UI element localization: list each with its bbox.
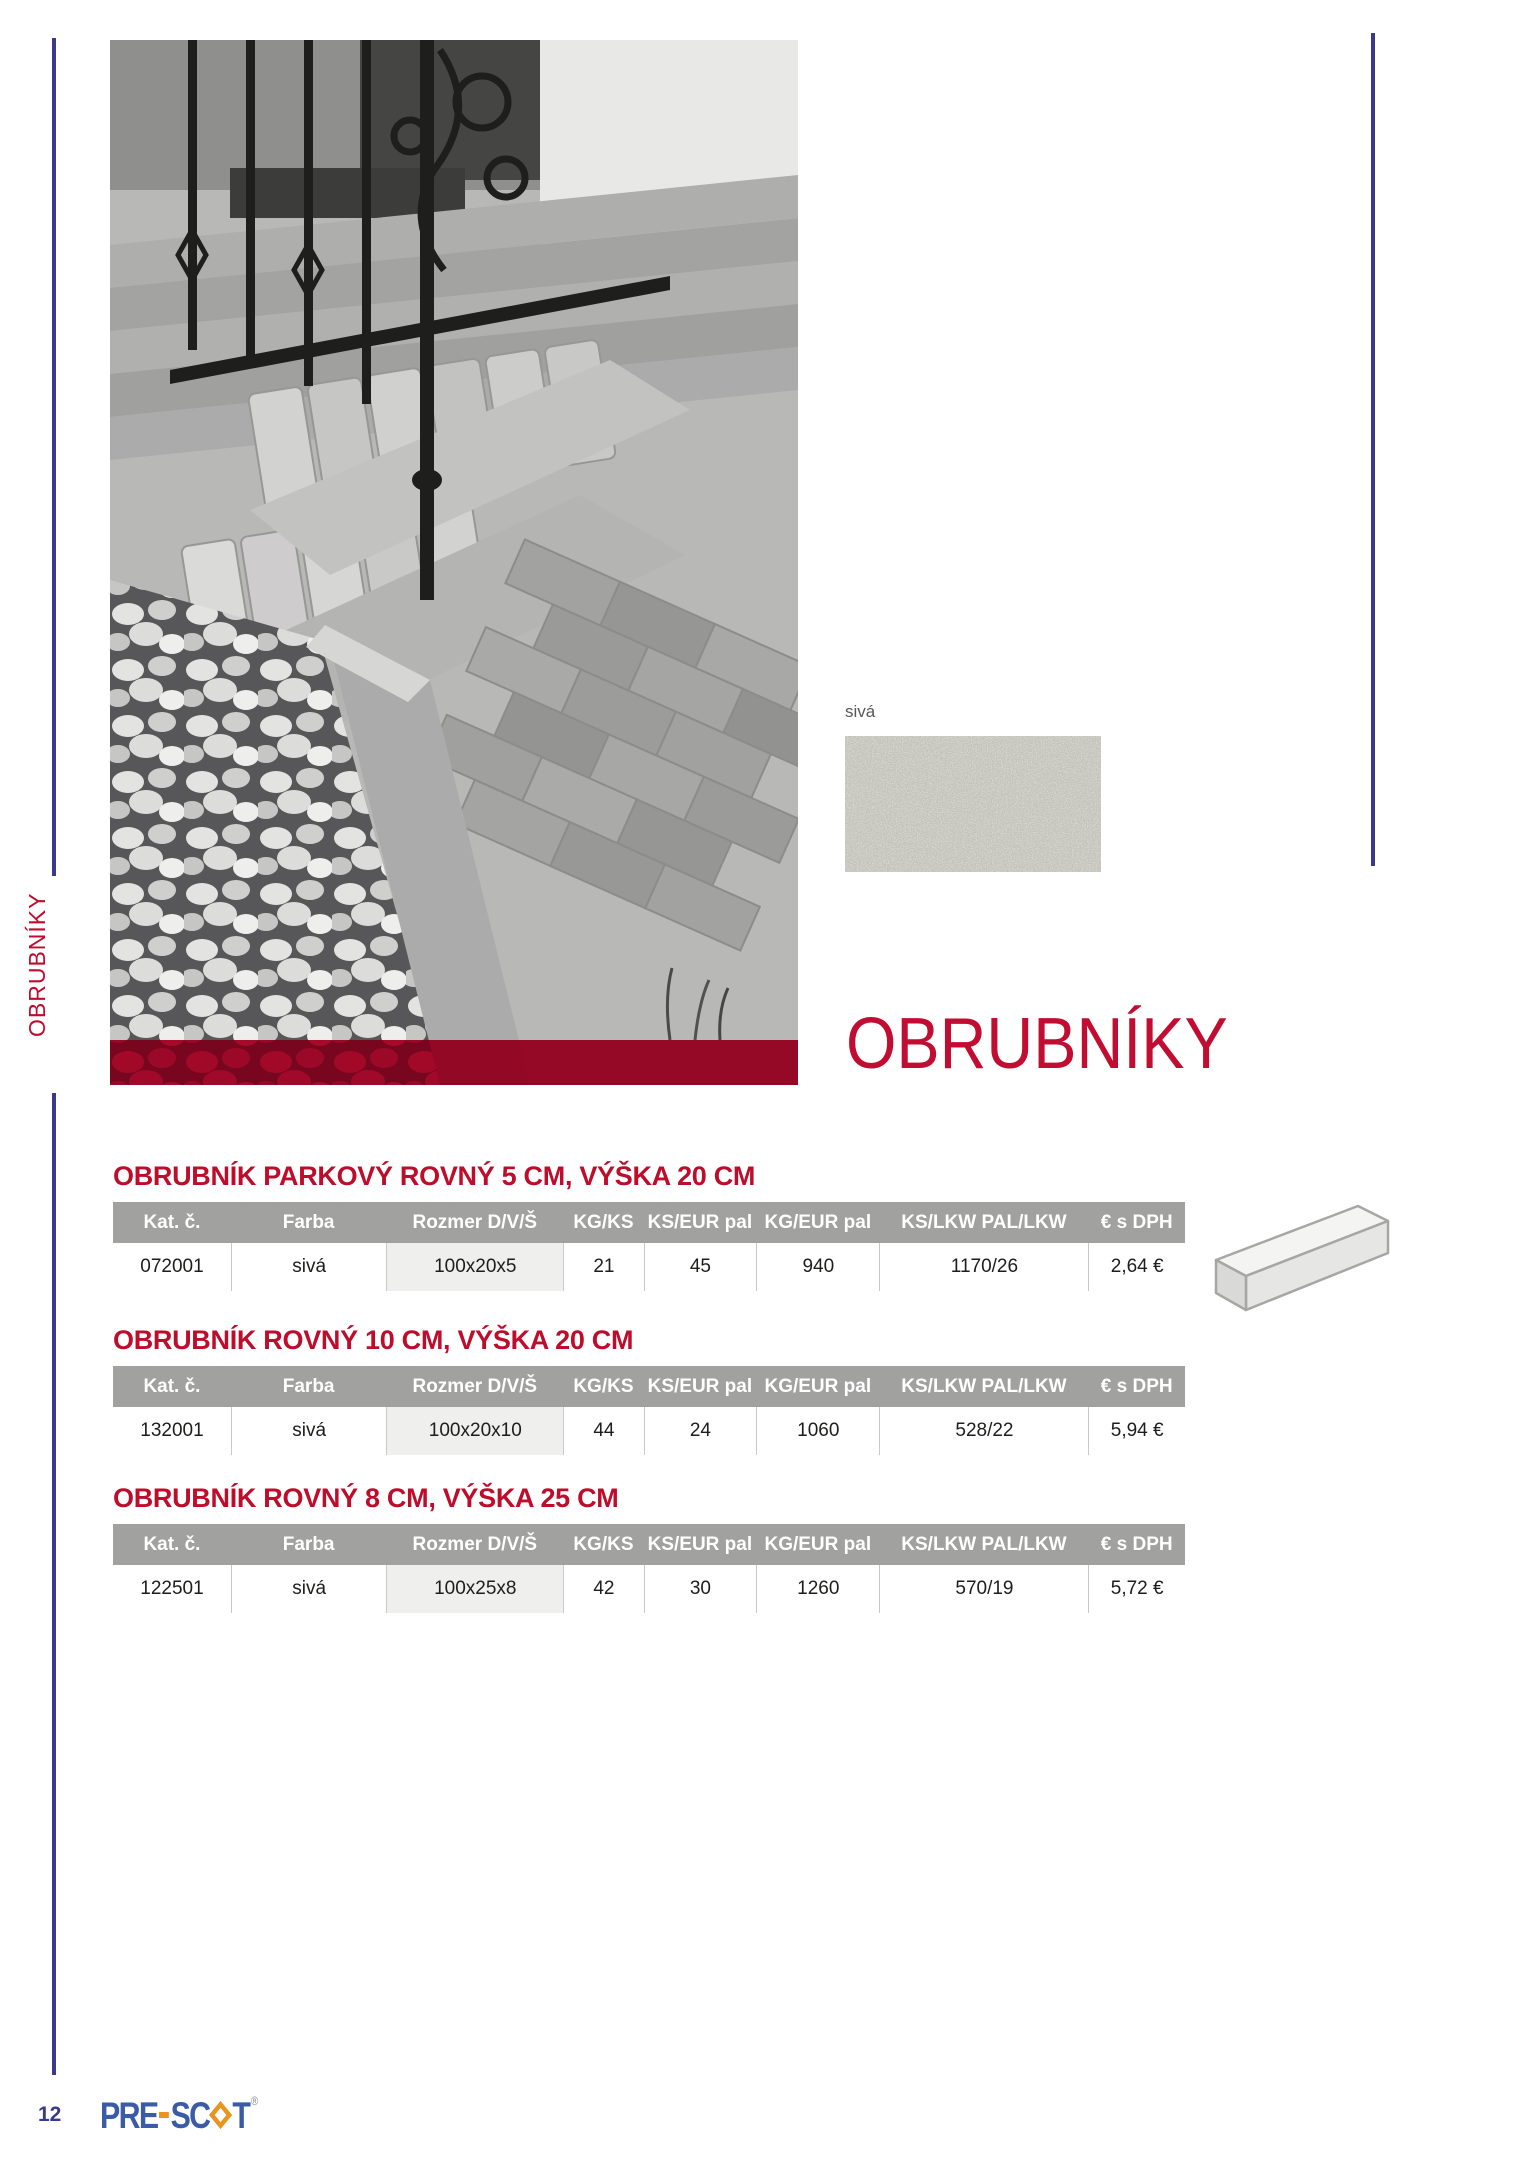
- table-cell: 44: [563, 1407, 643, 1455]
- right-rule: [1371, 33, 1375, 866]
- product-section: [113, 1482, 1185, 1613]
- curb-illustration: [1208, 1198, 1403, 1333]
- table-cell: 100x20x5: [386, 1243, 563, 1291]
- column-header: Kat. č.: [143, 1375, 201, 1397]
- table-cell: 1260: [756, 1565, 879, 1613]
- column-header: Farba: [282, 1211, 335, 1233]
- table-cell: 5,72 €: [1088, 1565, 1184, 1613]
- table-row: [113, 1243, 1185, 1291]
- hero-photo-graphic: [110, 40, 798, 1085]
- table-header-row: [113, 1366, 1185, 1407]
- table-cell: sivá: [231, 1565, 386, 1613]
- column-header: Farba: [282, 1375, 335, 1397]
- table-cell: 100x25x8: [386, 1565, 563, 1613]
- table-cell: 122501: [140, 1578, 204, 1599]
- logo-text-pre: PRE: [100, 2094, 158, 2136]
- logo-text-t: T: [232, 2094, 250, 2136]
- table-cell: 1060: [756, 1407, 879, 1455]
- prescot-logo: [100, 2094, 258, 2136]
- hero-photo: [110, 40, 798, 1085]
- table-header-row: [113, 1202, 1185, 1243]
- table-cell: 570/19: [879, 1565, 1088, 1613]
- column-header: Rozmer D/V/Š: [412, 1375, 538, 1397]
- column-header: KS/EUR pal: [647, 1375, 753, 1397]
- product-section: [113, 1324, 1185, 1455]
- column-header: KS/EUR pal: [647, 1211, 753, 1233]
- table-cell: 30: [644, 1565, 757, 1613]
- swatch-label: sivá: [845, 702, 876, 721]
- column-header: KS/LKW PAL/LKW: [901, 1211, 1067, 1233]
- section-heading: OBRUBNÍK PARKOVÝ ROVNÝ 5 CM, VÝŠKA 20 CM: [113, 1161, 756, 1191]
- column-header: Kat. č.: [143, 1211, 201, 1233]
- sidebar-vertical-label: OBRUBNÍKY: [24, 892, 50, 1038]
- table-header-row: [113, 1524, 1185, 1565]
- page-number: 12: [38, 2103, 62, 2126]
- product-table: [113, 1366, 1185, 1455]
- product-table: [113, 1524, 1185, 1613]
- table-cell: 2,64 €: [1088, 1243, 1184, 1291]
- table-row: [113, 1407, 1185, 1455]
- table-cell: 24: [644, 1407, 757, 1455]
- granite-texture: [845, 736, 1101, 872]
- logo-diamond-icon: [209, 2101, 232, 2129]
- table-cell: 072001: [140, 1256, 204, 1277]
- color-swatch-siva: [845, 736, 1101, 872]
- column-header: Rozmer D/V/Š: [412, 1533, 538, 1555]
- table-cell: sivá: [231, 1243, 386, 1291]
- table-cell: 100x20x10: [386, 1407, 563, 1455]
- product-table: [113, 1202, 1185, 1291]
- column-header: Kat. č.: [143, 1533, 201, 1555]
- column-header: Farba: [282, 1533, 335, 1555]
- table-cell: 42: [563, 1565, 643, 1613]
- table-cell: sivá: [231, 1407, 386, 1455]
- table-cell: 45: [644, 1243, 757, 1291]
- column-header: KS/LKW PAL/LKW: [901, 1375, 1067, 1397]
- table-cell: 528/22: [879, 1407, 1088, 1455]
- column-header: KS/LKW PAL/LKW: [901, 1533, 1067, 1555]
- table-cell: 132001: [140, 1420, 204, 1441]
- logo-dash-icon: [159, 2112, 169, 2118]
- column-header: KG/EUR pal: [764, 1211, 872, 1233]
- table-cell: 1170/26: [879, 1243, 1088, 1291]
- column-header: € s DPH: [1100, 1211, 1173, 1233]
- column-header: KG/KS: [573, 1211, 634, 1233]
- column-header: Rozmer D/V/Š: [412, 1211, 538, 1233]
- left-rule-top: [52, 38, 56, 876]
- section-heading: OBRUBNÍK ROVNÝ 8 CM, VÝŠKA 25 CM: [113, 1483, 619, 1513]
- column-header: KG/KS: [573, 1375, 634, 1397]
- product-section: [113, 1160, 1185, 1291]
- left-rule-bottom: [52, 1093, 56, 2075]
- column-header: KG/KS: [573, 1533, 634, 1555]
- page-title: OBRUBNÍKY: [846, 1004, 1228, 1084]
- section-heading: OBRUBNÍK ROVNÝ 10 CM, VÝŠKA 20 CM: [113, 1325, 634, 1355]
- column-header: € s DPH: [1100, 1375, 1173, 1397]
- registered-mark: ®: [250, 2094, 259, 2108]
- logo-text-sc: SC: [170, 2094, 210, 2136]
- column-header: € s DPH: [1100, 1533, 1173, 1555]
- table-cell: 940: [756, 1243, 879, 1291]
- column-header: KG/EUR pal: [764, 1533, 872, 1555]
- table-cell: 5,94 €: [1088, 1407, 1184, 1455]
- table-cell: 21: [563, 1243, 643, 1291]
- table-row: [113, 1565, 1185, 1613]
- column-header: KS/EUR pal: [647, 1533, 753, 1555]
- column-header: KG/EUR pal: [764, 1375, 872, 1397]
